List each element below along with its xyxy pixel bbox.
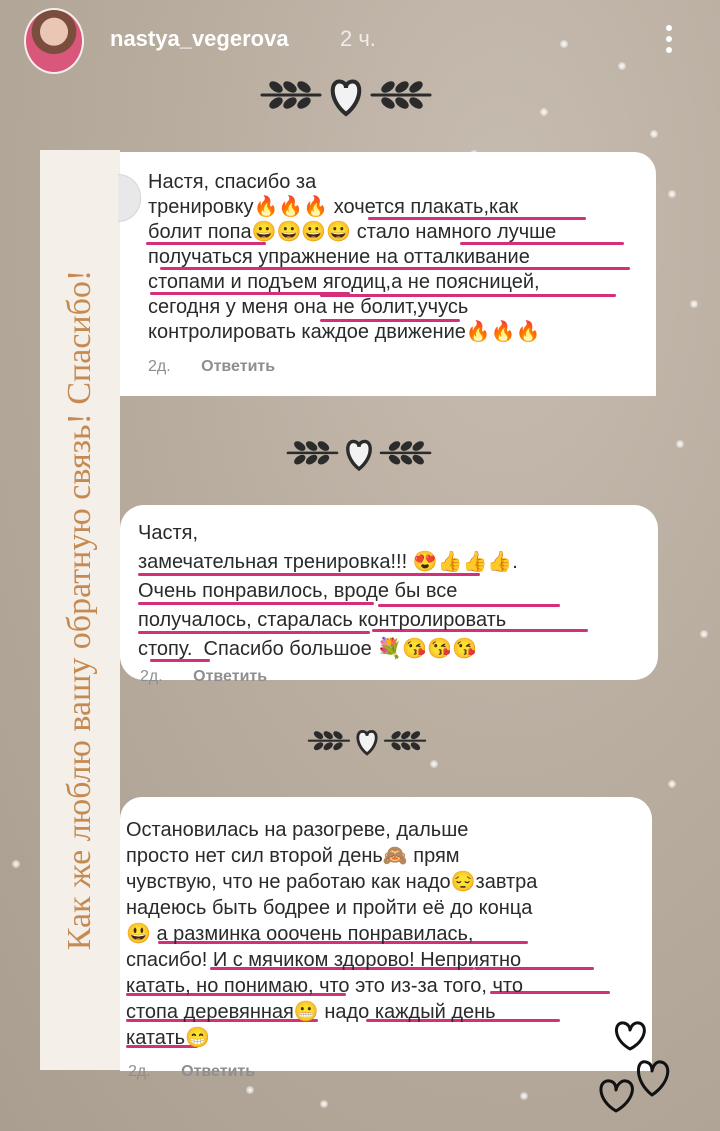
sparkle [690, 300, 698, 308]
reply-link[interactable]: Ответить [201, 358, 276, 375]
comment-avatar [118, 174, 141, 222]
comment-age: 2д. [140, 668, 163, 685]
laurel-heart-icon [258, 68, 434, 120]
sparkle [668, 780, 676, 788]
comment-age: 2д. [128, 1063, 151, 1080]
comment-meta [128, 1063, 255, 1081]
comment-card [120, 152, 656, 396]
comment-age: 2д. [148, 358, 171, 375]
reply-link[interactable]: Ответить [181, 1063, 256, 1080]
comment-card [120, 797, 652, 1080]
comment-text: Остановилась на разогреве, дальше просто нет сил второй день🙈 прям чувствую, что не работаю как надо😔завтра надеюсь быть бодрее и пройти её до конца 😃 а разминка ооочень понравилась, спасибо! И с мячиком здорово! Неприятно катать, но понимаю, что это из-за того, что стопа деревянная😬 надо каждый день катать😁 [126, 819, 538, 1049]
banner-text: Как же люблю вашу обратную связь! Спасибо! [61, 269, 98, 951]
sparkle [668, 190, 676, 198]
comment-text: Настя, спасибо за тренировку🔥🔥🔥 хочется плакать,как болит попа😀😀😀😀 стало намного лучше получаться упражнение на отталкивание стопами и подъем ягодиц,а не поясницей, сегодня у меня она не болит,учусь контролировать каждое движение🔥🔥🔥 [148, 171, 557, 343]
comment-card [120, 505, 658, 685]
more-vertical-icon[interactable] [664, 22, 674, 58]
sparkle [540, 108, 548, 116]
sparkle [700, 630, 708, 638]
laurel-heart-icon [284, 430, 434, 474]
sparkle [246, 1086, 254, 1094]
username[interactable]: nastya_vegerova [110, 26, 289, 51]
comment-text: Частя, замечательная тренировка!!! 😍👍👍👍. Очень понравилось, вроде бы все получалось, старалась контролировать стопу. Спасибо большое 💐😘😘😘 [138, 522, 518, 660]
sparkle [320, 1100, 328, 1108]
avatar[interactable] [24, 8, 84, 74]
sparkle [520, 1092, 528, 1100]
hearts-doodle-icon [590, 1015, 700, 1115]
side-banner [40, 150, 120, 1070]
sparkle [650, 130, 658, 138]
sparkle [12, 860, 20, 868]
sparkle [430, 760, 438, 768]
reply-link[interactable]: Ответить [193, 668, 268, 685]
laurel-heart-icon [306, 722, 428, 758]
sparkle [676, 440, 684, 448]
comment-meta [148, 358, 275, 376]
comment-meta [140, 668, 267, 686]
post-time: 2 ч. [340, 26, 376, 51]
